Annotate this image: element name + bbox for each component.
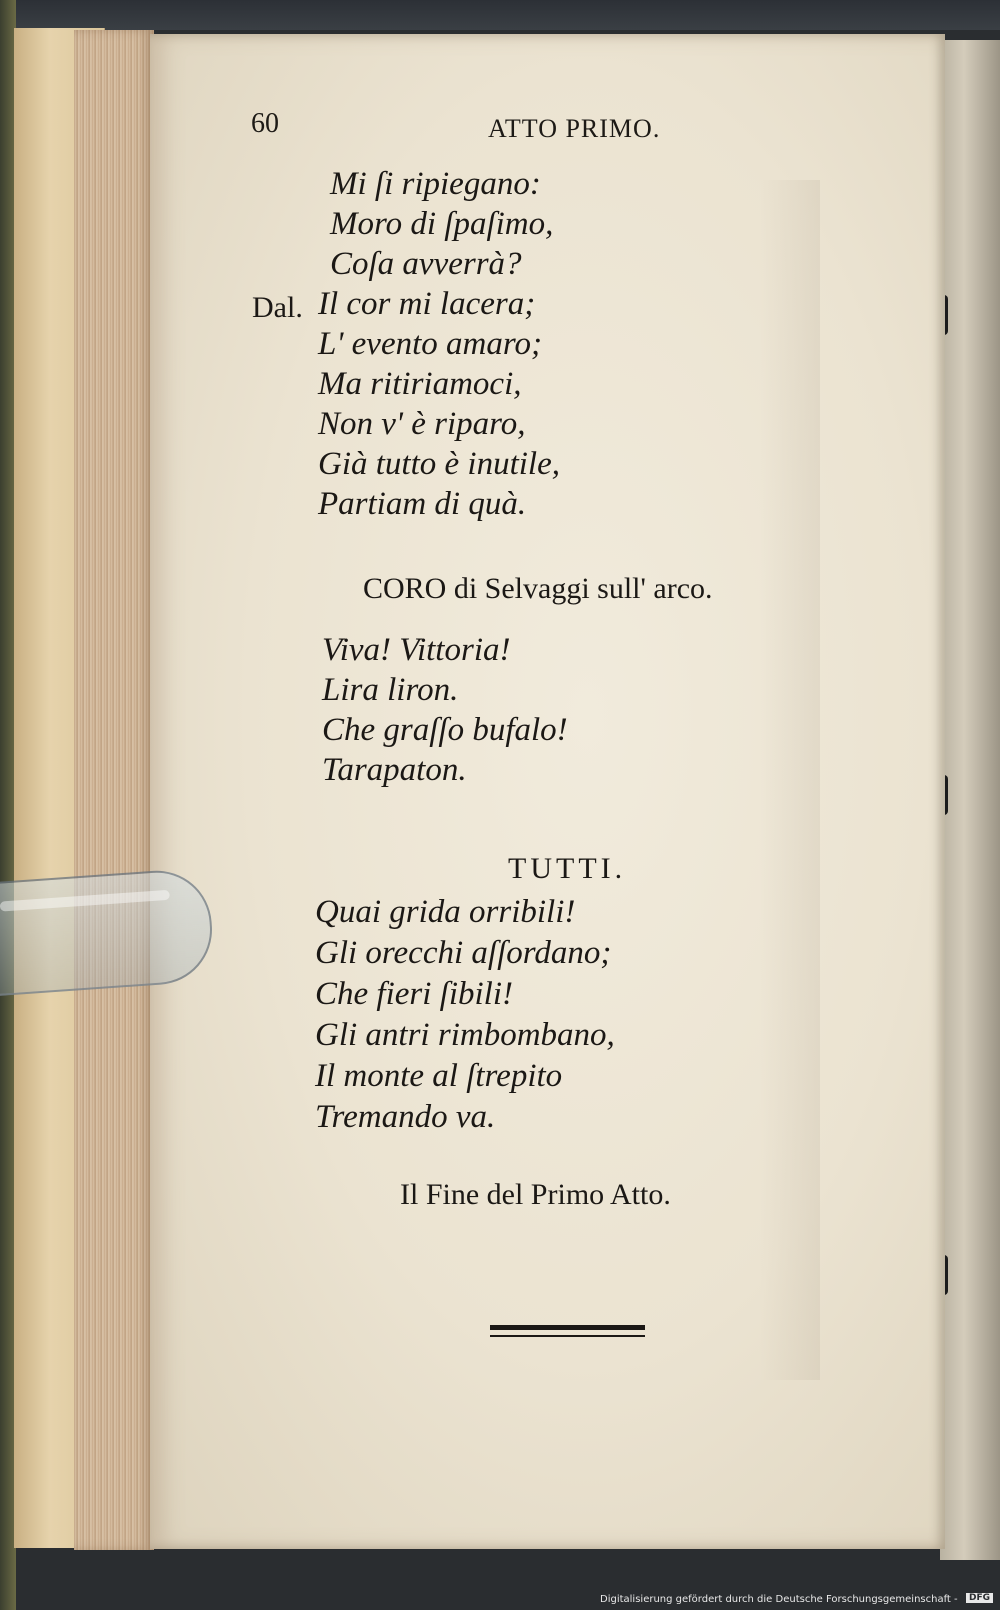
ornamental-rule-thin (490, 1335, 645, 1337)
dfg-logo: DFG (966, 1593, 993, 1603)
verse-line: Moro di ſpaſimo, (330, 206, 554, 242)
page-holder-clip (0, 867, 216, 997)
verse-line: Il cor mi lacera; (318, 286, 536, 322)
verse-line: Lira liron. (322, 672, 459, 708)
verse-line: Già tutto è inutile, (318, 446, 560, 482)
running-header-title: ATTO PRIMO. (488, 114, 661, 143)
book-page-edges (74, 30, 154, 1550)
page-number: 60 (251, 108, 279, 139)
verse-line: Mi ſi ripiegano: (330, 166, 541, 202)
verse-line: Coſa avverrà? (330, 246, 522, 282)
ornamental-rule-thick (490, 1325, 645, 1330)
verse-line: L' evento amaro; (318, 326, 542, 362)
verse-block-opening (330, 164, 553, 284)
section-heading-coro: CORO di Selvaggi sull' arco. (363, 572, 713, 605)
verse-line: Che fieri ſibili! (315, 976, 513, 1012)
verse-line: Tarapaton. (322, 752, 467, 788)
verse-line: Non v' è riparo, (318, 406, 526, 442)
verse-line: Il monte al ſtrepito (315, 1058, 563, 1094)
act-ending-note: Il Fine del Primo Atto. (400, 1178, 671, 1211)
scanner-background-top (0, 0, 1000, 30)
verse-block-tutti (315, 892, 615, 1138)
verse-line: Tremando va. (315, 1099, 496, 1135)
verse-line: Partiam di quà. (318, 486, 527, 522)
verse-line: Che graſſo bufalo! (322, 712, 568, 748)
verse-block-dalinda (318, 284, 560, 524)
facing-page-edge (940, 40, 1000, 1560)
section-heading-tutti: TUTTI. (508, 852, 627, 885)
verse-line: Gli antri rimbombano, (315, 1017, 615, 1053)
verse-line: Viva! Vittoria! (322, 632, 511, 668)
speaker-label-dal: Dal. (252, 291, 303, 324)
verse-line: Ma ritiriamoci, (318, 366, 522, 402)
verse-line: Gli orecchi aſſordano; (315, 935, 612, 971)
digitization-credit: Digitalisierung gefördert durch die Deutsche Forschungsgemeinschaft - (600, 1594, 958, 1605)
verse-block-coro (322, 630, 568, 790)
verse-line: Quai grida orribili! (315, 894, 576, 930)
